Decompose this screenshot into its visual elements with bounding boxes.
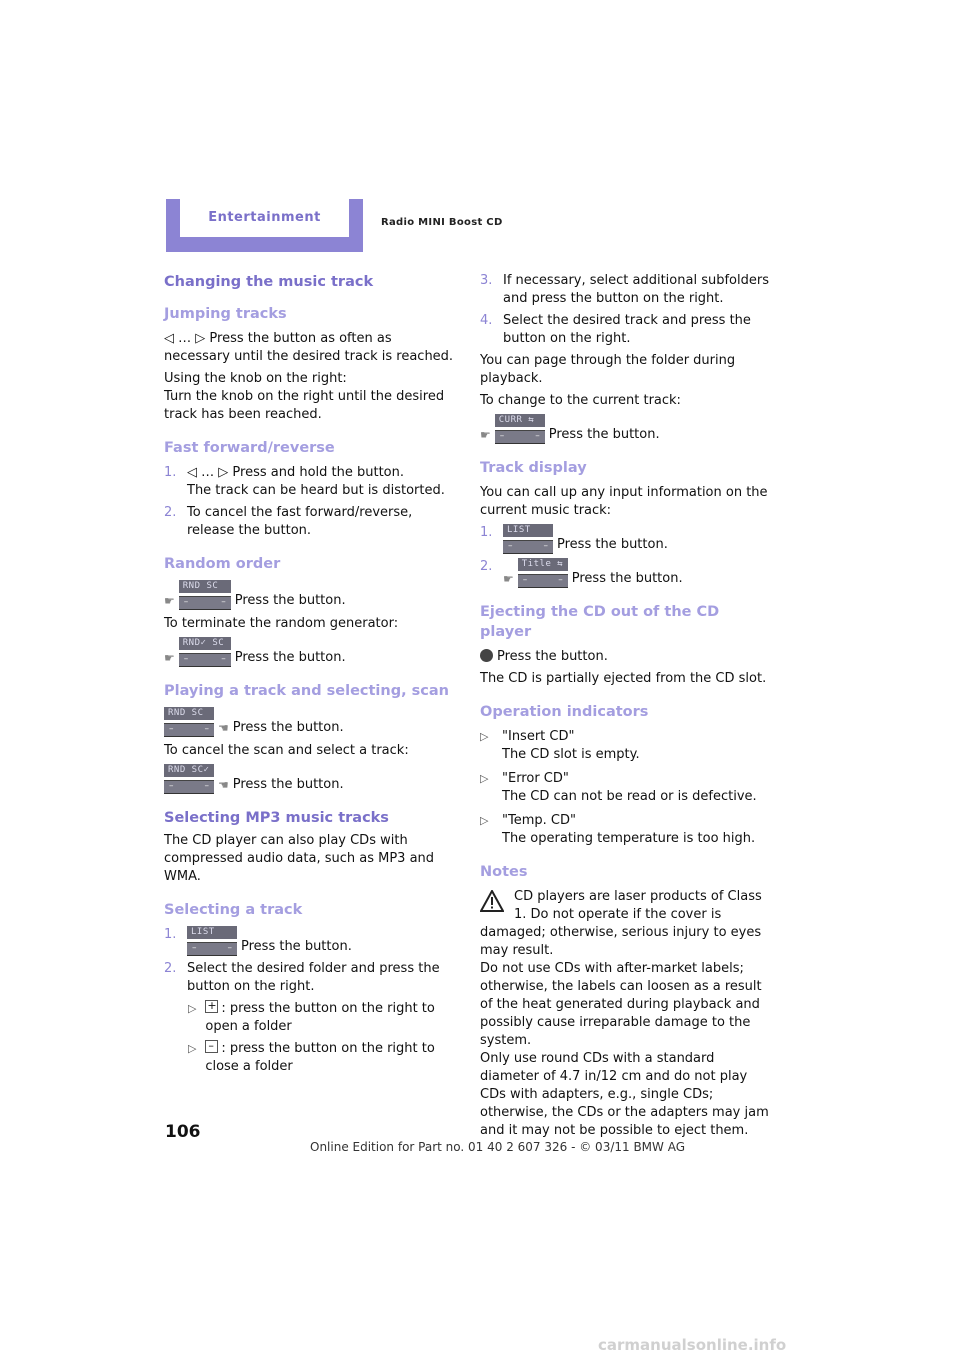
ff-step-2: 2. To cancel the fast forward/reverse, release the button.: [164, 505, 413, 538]
hand-pointer-icon: ☚: [218, 778, 229, 792]
notes-paragraph-2: Do not use CDs with after-market labels; otherwise, the labels can loosen as a result of the heat generated during playback and possibly cause irreparable damage to the system.: [480, 961, 762, 1048]
left-column: [164, 272, 458, 1080]
lcd-display-icon: LIST – –: [187, 926, 237, 956]
select-step-1: 1. LIST – – Press the button.: [164, 927, 352, 954]
chapter-tab: [166, 199, 363, 252]
mp3-paragraph: The CD player can also play CDs with compressed audio data, such as MP3 and WMA.: [164, 833, 435, 884]
select-close-folder: ▷ – : press the button on the right to close a folder: [188, 1039, 435, 1074]
prev-next-icon: ◁ … ▷: [187, 465, 233, 480]
select-step-2: 2. Select the desired folder and press the button on the right.: [164, 961, 440, 994]
bullet-arrow-icon: ▷: [188, 1002, 197, 1015]
page-through-paragraph: You can page through the folder during playback.: [480, 353, 736, 386]
lcd-display-icon: LIST – –: [503, 524, 553, 554]
jumping-instruction: ◁ … ▷ Press the button as often as necessary until the desired track is reached.: [164, 331, 454, 364]
heading-indicators: Operation indicators: [480, 704, 649, 720]
lcd-display-icon: RND✓ SC – –: [179, 637, 231, 667]
jumping-knob-text: Turn the knob on the right until the desired track has been reached.: [164, 389, 445, 422]
hand-pointer-icon: ☛: [164, 594, 175, 608]
indicator-error-cd: ▷ "Error CD" The CD can not be read or is defective.: [480, 771, 757, 804]
heading-selecting-track: Selecting a track: [164, 902, 303, 918]
heading-scan: Playing a track and selecting, scan: [164, 683, 449, 699]
display-step-2: 2. ☛ Title ⇆ – – Press the button.: [480, 559, 683, 586]
eject-instruction: Press the button.: [480, 648, 775, 666]
heading-changing-track: Changing the music track: [164, 274, 374, 290]
bullet-arrow-icon: ▷: [480, 772, 489, 785]
indicator-insert-cd: ▷ "Insert CD" The CD slot is empty.: [480, 729, 640, 762]
eject-paragraph: The CD is partially ejected from the CD slot.: [480, 671, 767, 686]
bullet-arrow-icon: ▷: [480, 730, 489, 743]
select-step-4: 4. Select the desired track and press the button on the right.: [480, 313, 751, 346]
random-terminate: To terminate the random generator:: [164, 616, 399, 631]
lcd-display-icon: RND SC✓ – –: [164, 764, 214, 794]
bullet-arrow-icon: ▷: [188, 1042, 197, 1055]
track-display-paragraph: You can call up any input information on the current music track:: [480, 485, 768, 518]
indicator-temp-cd: ▷ "Temp. CD" The operating temperature is too high.: [480, 813, 756, 846]
select-step-3: 3. If necessary, select additional subfolders and press the button on the right.: [480, 273, 769, 306]
hand-pointer-icon: ☛: [164, 651, 175, 665]
prev-next-icon: ◁ … ▷: [164, 331, 210, 346]
bullet-arrow-icon: ▷: [480, 814, 489, 827]
heading-eject: Ejecting the CD out of the CD player: [480, 604, 720, 640]
section-label: Radio MINI Boost CD: [381, 217, 503, 228]
random-button-row: ☛ RND SC – – Press the button.: [164, 581, 346, 608]
scan-button-row: RND SC – – ☚ Press the button.: [164, 707, 458, 737]
hand-pointer-icon: ☛: [503, 572, 514, 586]
scan-button-row-2: RND SC✓ – – ☚ Press the button.: [164, 764, 458, 794]
hand-pointer-icon: ☛: [480, 428, 491, 442]
watermark: carmanualsonline.info: [598, 1336, 787, 1354]
chapter-tab-label: Entertainment: [180, 199, 349, 237]
page-number: 106: [165, 1122, 201, 1142]
lcd-display-icon: RND SC – –: [164, 707, 214, 737]
jumping-knob-label: Using the knob on the right:: [164, 371, 347, 386]
curr-button-row: ☛ CURR ⇆ – – Press the button.: [480, 415, 660, 442]
select-open-folder: ▷ + : press the button on the right to open a folder: [188, 999, 435, 1034]
right-column: [480, 272, 775, 1144]
scan-cancel: To cancel the scan and select a track:: [164, 743, 409, 758]
edition-note: Online Edition for Part no. 01 40 2 607 326 - © 03/11 BMW AG: [310, 1140, 686, 1154]
lcd-display-icon: CURR ⇆ – –: [495, 414, 545, 444]
hand-pointer-icon: ☚: [218, 721, 229, 735]
notes-body: [480, 888, 775, 1140]
eject-button-icon: [480, 649, 493, 662]
heading-random-order: Random order: [164, 556, 281, 572]
plus-box-icon: +: [207, 999, 217, 1012]
lcd-display-icon: Title ⇆ – –: [518, 558, 568, 588]
minus-box-icon: –: [205, 1040, 218, 1053]
heading-fast-forward: Fast forward/reverse: [164, 440, 335, 456]
notes-paragraph-3: Only use round CDs with a standard diameter of 4.7 in/12 cm and do not play CDs with adapters, e.g., single CDs; otherwise, the CDs or the adapters may jam and it may not be possible to eject them.: [480, 1051, 769, 1138]
warning-icon: [480, 890, 504, 912]
heading-track-display: Track display: [480, 460, 587, 476]
lcd-display-icon: RND SC – –: [179, 580, 231, 610]
notes-paragraph-1: CD players are laser products of Class 1. Do not operate if the cover is damaged; otherwise, serious injury to eyes may result.: [480, 889, 762, 958]
heading-mp3: Selecting MP3 music tracks: [164, 810, 389, 826]
change-current-paragraph: To change to the current track:: [480, 393, 681, 408]
heading-notes: Notes: [480, 864, 528, 880]
display-step-1: 1. LIST – – Press the button.: [480, 525, 668, 552]
heading-jumping-tracks: Jumping tracks: [164, 306, 287, 322]
ff-step-1: 1. ◁ … ▷ Press and hold the button. The track can be heard but is distorted.: [164, 465, 445, 498]
random-button-row-2: ☛ RND✓ SC – – Press the button.: [164, 638, 346, 665]
